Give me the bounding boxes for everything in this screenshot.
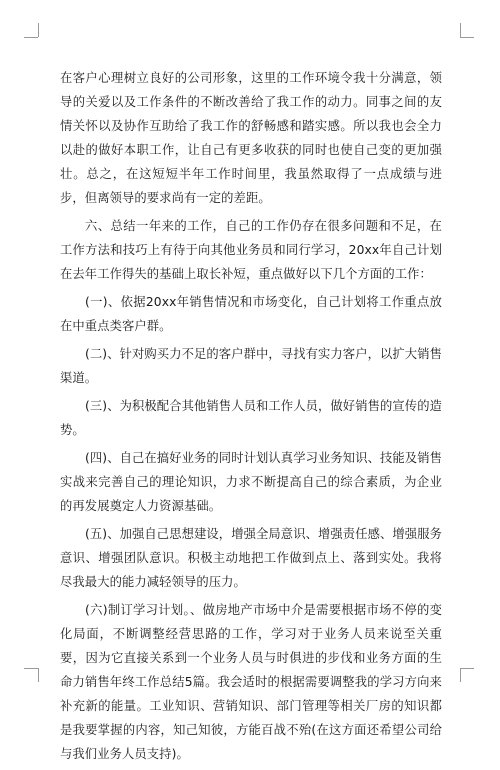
paragraph-item-5: (五)、加强自己思想建设，增强全局意识、增强责任感、增强服务意识、增强团队意识。积极主动地把工作做到点上、落到实处。我将尽我最大的能力减轻领导的压力。 [60, 527, 442, 589]
paragraph-section-six: 六、总结一年来的工作，自己的工作仍存在很多问题和不足，在工作方法和技巧上有待于向其他业务员和同行学习，20xx年自己计划在去年工作得失的基础上取长补短，重点做好以下几个方面的工作： [60, 219, 442, 281]
crop-mark-bottom-left-v [38, 668, 39, 682]
crop-mark-bottom-left-h [24, 668, 38, 669]
document-body [60, 66, 442, 770]
crop-mark-top-left-h [24, 37, 38, 38]
crop-mark-top-right-h [460, 37, 474, 38]
crop-mark-bottom-right-v [460, 668, 461, 682]
paragraph-continuation: 在客户心理树立良好的公司形象，这里的工作环境令我十分满意，领导的关爱以及工作条件的不断改善给了我工作的动力。同事之间的友情关怀以及协作互助给了我工作的舒畅感和踏实感。所以我也会全力以赴的做好本职工作，让自己有更多收获的同时也使自己变的更加强壮。总之，在这短短半年工作时间里，我虽然取得了一点成绩与进步，但离领导的要求尚有一定的差距。 [60, 71, 442, 205]
paragraph-item-1: (一)、依据20xx年销售情况和市场变化，自己计划将工作重点放在中重点类客户群。 [60, 295, 442, 333]
paragraph-item-4: (四)、自己在搞好业务的同时计划认真学习业务知识、技能及销售实战来完善自己的理论知识，力求不断提高自己的综合素质，为企业的再发展奠定人力资源基础。 [60, 451, 442, 513]
paragraph-item-2: (二)、针对购买力不足的客户群中，寻找有实力客户，以扩大销售渠道。 [60, 347, 442, 385]
paragraph-item-6: (六)制订学习计划。、做房地产市场中介是需要根据市场不停的变化局面，不断调整经营思路的工作，学习对于业务人员来说至关重要，因为它直接关系到一个业务人员与时俱进的步伐和业务方面的生命力销售年终工作总结5篇。我会适时的根据需要调整我的学习方向来补充新的能量。工业知识、营销知识、部门管理等相关厂房的知识都是我要掌握的内容，知己知彼，方能百战不殆(在这方面还希望公司给与我们业务人员支持)。 [60, 603, 442, 761]
crop-mark-bottom-right-h [460, 668, 474, 669]
crop-mark-top-right-v [460, 23, 461, 37]
crop-mark-top-left-v [38, 23, 39, 37]
paragraph-item-3: (三)、为积极配合其他销售人员和工作人员，做好销售的宣传的造势。 [60, 399, 442, 437]
